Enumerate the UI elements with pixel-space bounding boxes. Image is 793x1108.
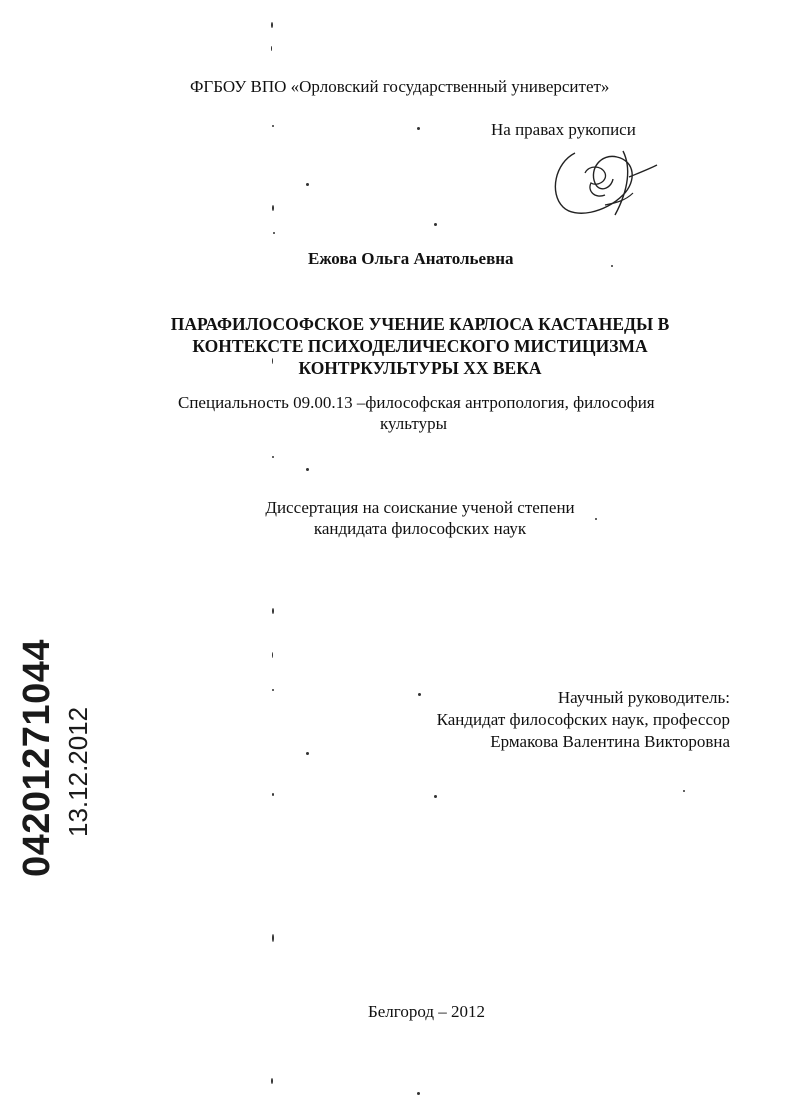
library-stamp-date: 13.12.2012	[63, 706, 93, 837]
dissertation-title	[120, 313, 720, 379]
supervisor-heading: Научный руководитель:	[557, 688, 730, 707]
title-line-3: КОНТРКУЛЬТУРЫ XX ВЕКА	[298, 358, 542, 378]
supervisor-block	[380, 687, 730, 753]
specialty-line-1: Специальность 09.00.13 –философская антропология, философия	[178, 393, 655, 412]
degree-line-1: Диссертация на соискание ученой степени	[265, 498, 575, 517]
library-stamp-number: 04201271044	[16, 639, 58, 877]
title-line-1: ПАРАФИЛОСОФСКОЕ УЧЕНИЕ КАРЛОСА КАСТАНЕДЫ В	[170, 314, 670, 334]
title-line-2: КОНТЕКСТЕ ПСИХОДЕЛИЧЕСКОГО МИСТИЦИЗМА	[192, 336, 648, 356]
city-year: Белгород – 2012	[368, 1002, 485, 1021]
supervisor-name: Ермакова Валентина Викторовна	[490, 732, 730, 751]
manuscript-note: На правах рукописи	[491, 120, 636, 139]
degree-line-2: кандидата философских наук	[313, 519, 527, 538]
institution-name: ФГБОУ ВПО «Орловский государственный университет»	[190, 77, 610, 96]
author-name: Ежова Ольга Анатольевна	[308, 249, 514, 268]
degree-statement	[220, 497, 620, 539]
supervisor-degree: Кандидат философских наук, профессор	[436, 710, 730, 729]
specialty-line-2: культуры	[380, 414, 447, 433]
signature-icon	[545, 143, 665, 223]
